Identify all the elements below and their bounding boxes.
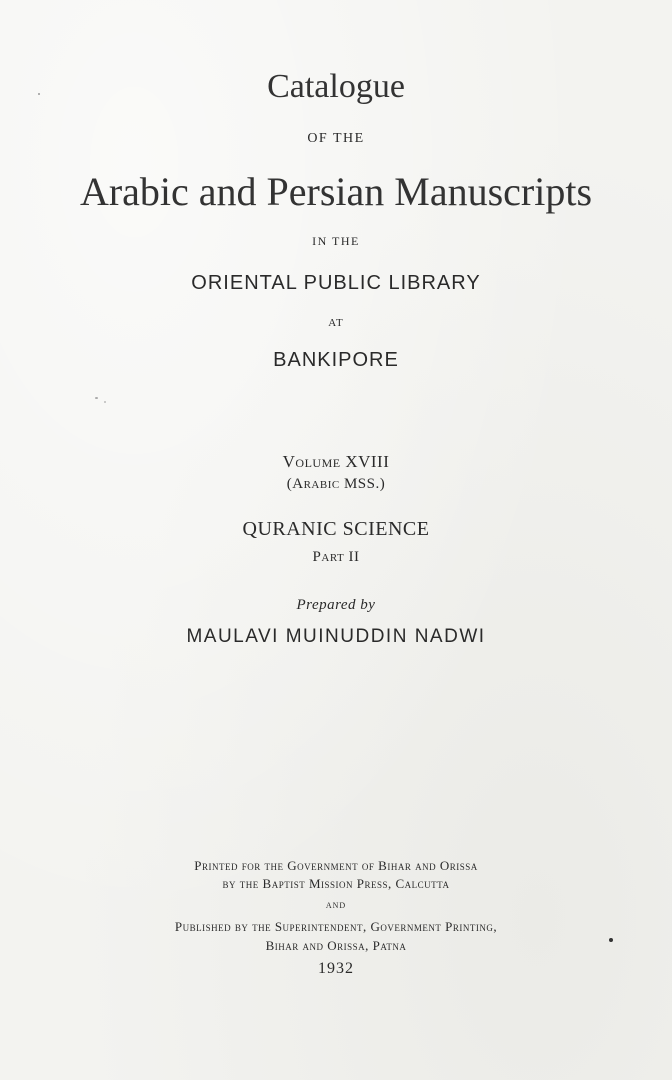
at-connector: AT bbox=[328, 317, 344, 329]
subject-title: QURANIC SCIENCE bbox=[242, 518, 430, 540]
in-the-connector: IN THE bbox=[312, 234, 360, 248]
prepared-by-label: Prepared by bbox=[296, 597, 376, 613]
library-name: ORIENTAL PUBLIC LIBRARY bbox=[191, 272, 481, 294]
imprint-published-line-1: Published by the Superintendent, Government Printing, bbox=[174, 919, 498, 934]
publication-year: 1932 bbox=[318, 960, 354, 977]
place-name: BANKIPORE bbox=[273, 349, 399, 371]
imprint-printed-line-2: by the Baptist Mission Press, Calcutta bbox=[222, 876, 450, 891]
author-name: MAULAVI MUINUDDIN NADWI bbox=[186, 626, 486, 647]
volume-note: (Arabic MSS.) bbox=[286, 476, 386, 492]
main-title: Arabic and Persian Manuscripts bbox=[79, 169, 593, 214]
imprint-published-line-2: Bihar and Orissa, Patna bbox=[265, 938, 407, 953]
volume-label: Volume XVIII bbox=[282, 452, 390, 471]
paper-speck bbox=[104, 401, 106, 403]
imprint-printed-line-1: Printed for the Government of Bihar and Orissa bbox=[194, 858, 478, 873]
of-the-connector: OF THE bbox=[307, 131, 365, 146]
imprint-and: and bbox=[325, 899, 347, 911]
catalogue-heading: Catalogue bbox=[267, 68, 405, 105]
paper-speck bbox=[95, 397, 98, 399]
paper-speck bbox=[38, 93, 40, 95]
ink-speck bbox=[609, 938, 613, 942]
part-label: Part II bbox=[312, 549, 360, 565]
